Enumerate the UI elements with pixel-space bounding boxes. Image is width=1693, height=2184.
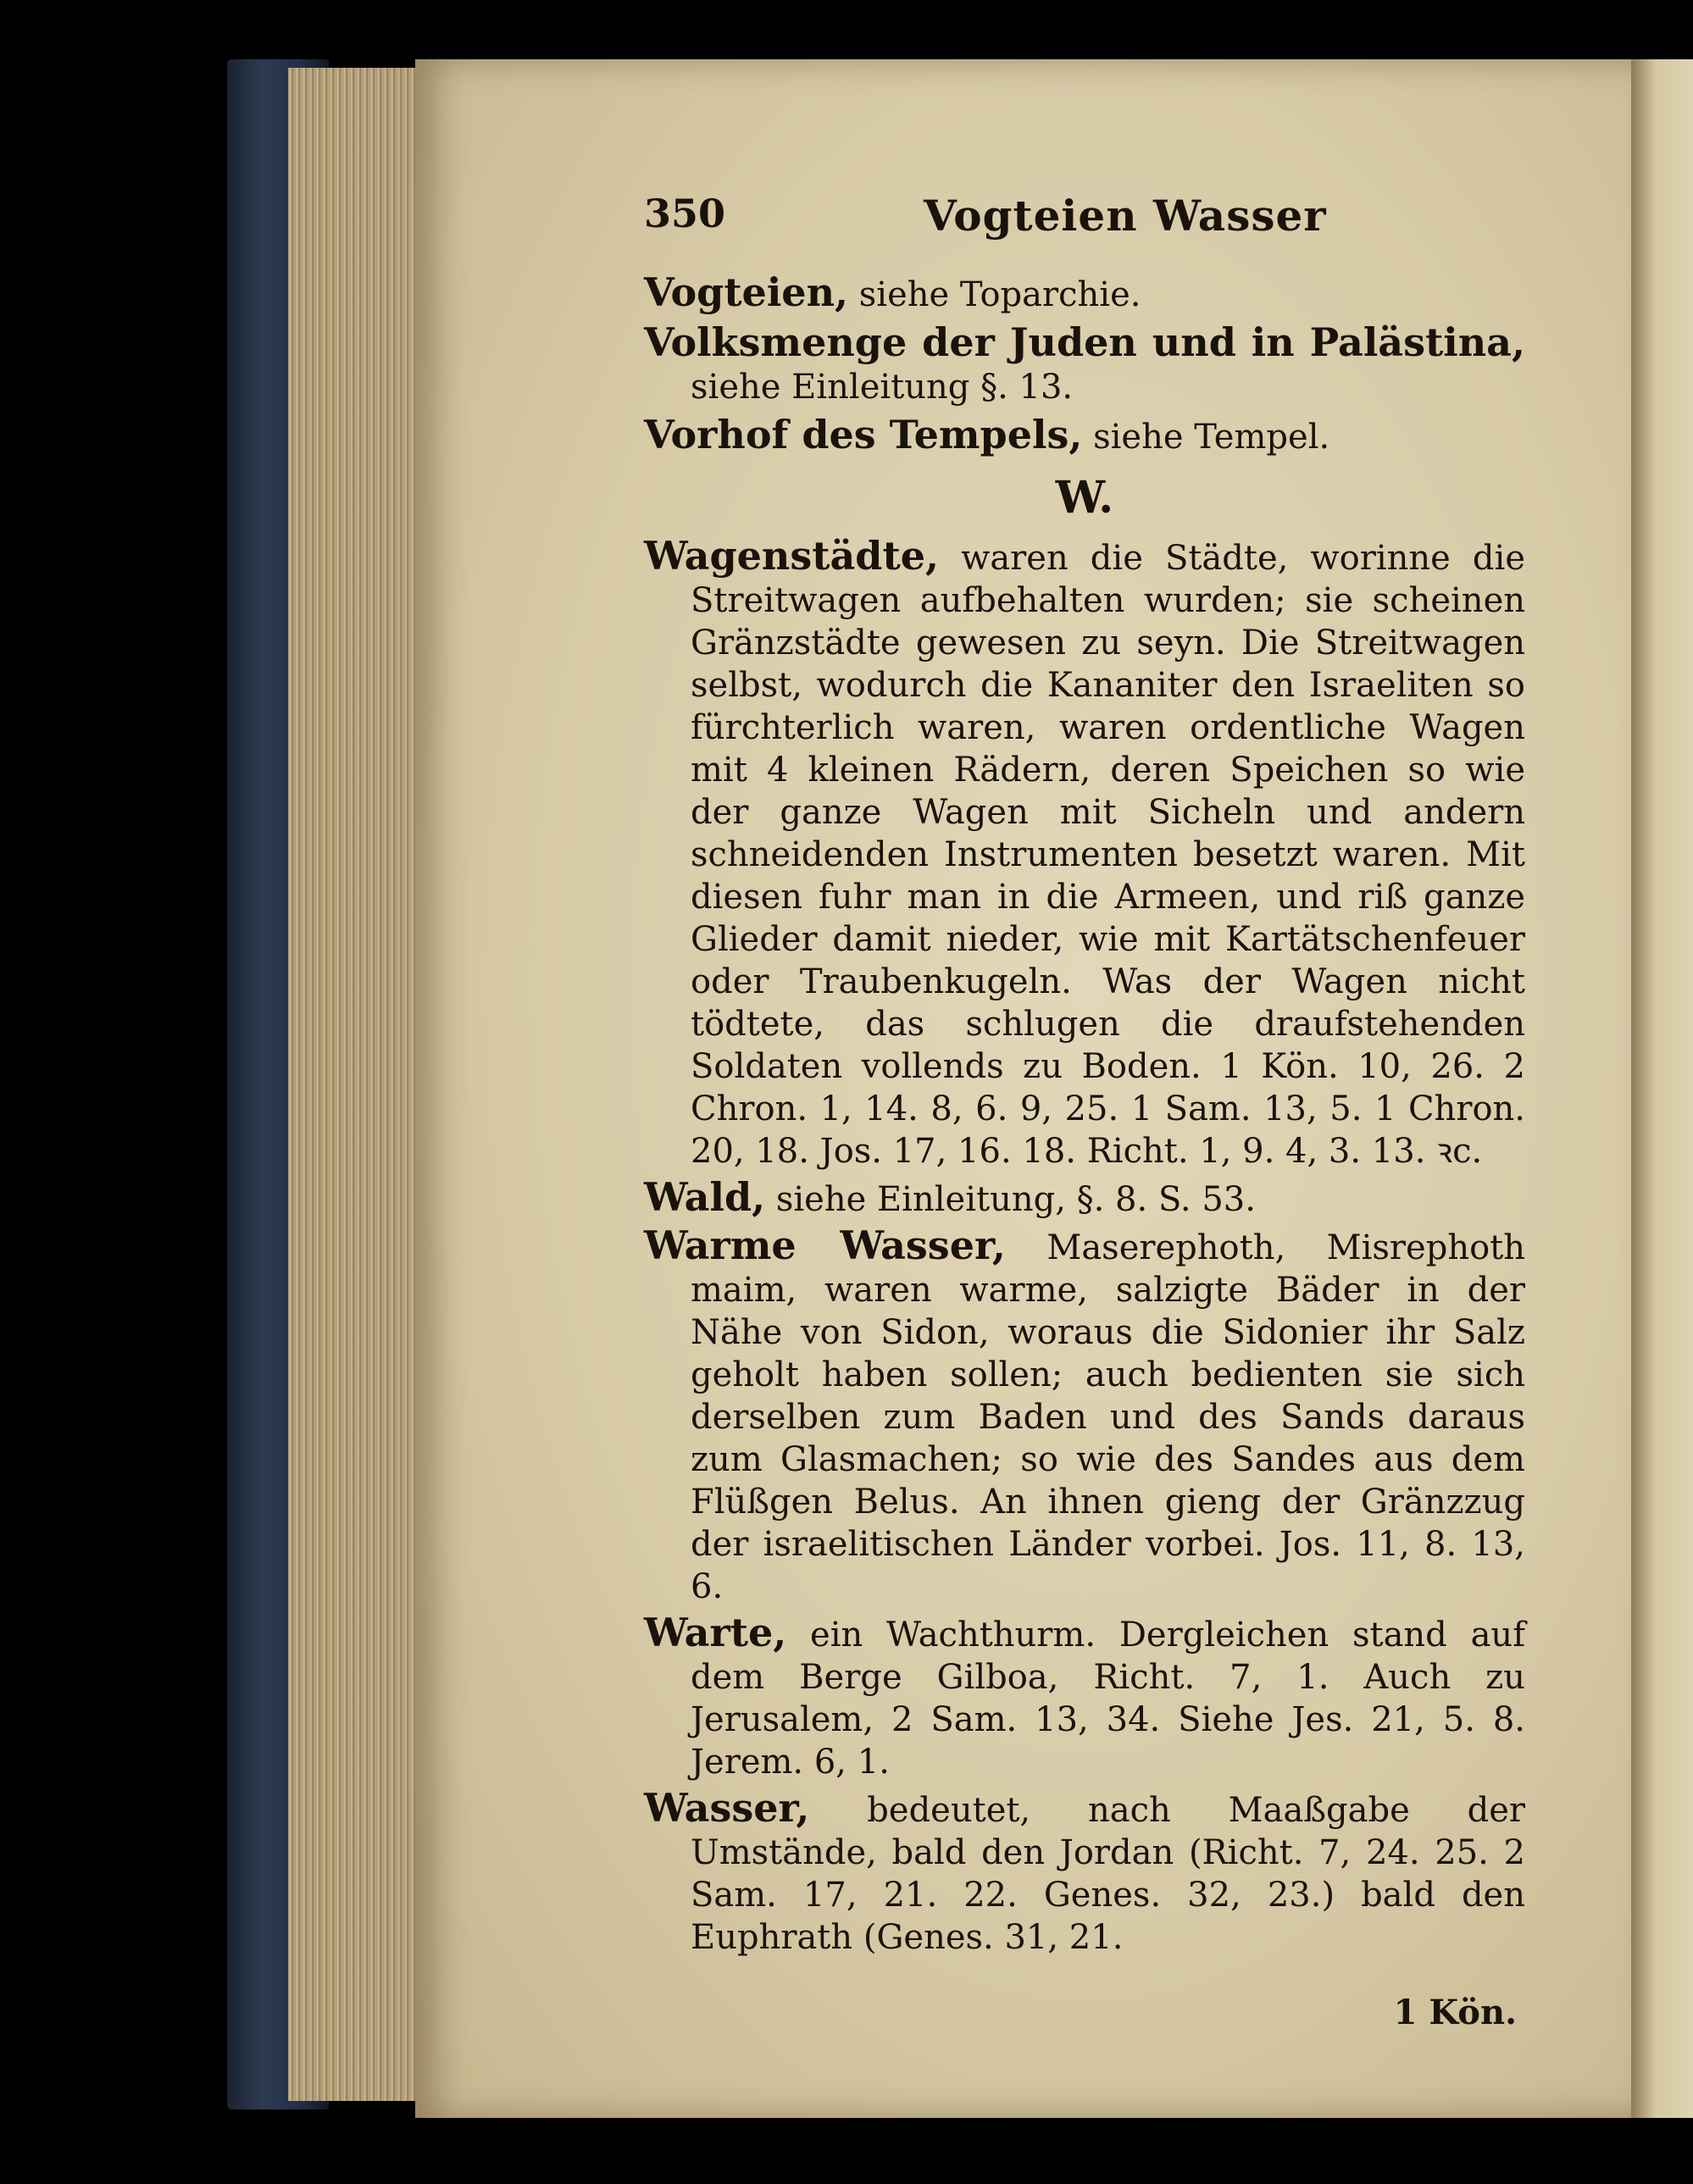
entry-text: Maserephoth, Misrephoth maim, waren warme, salzigte Bäder in der Nähe von Sidon, woraus die Sidonier ihr Salz geholt haben sollen; auch bedienten sie sich derselben zum Baden und des Sands daraus zum Glasmachen; so wie des Sandes aus dem Flüßgen Belus. An ihnen gieng der Gränzzug der israelitischen Länder vorbei. Jos. 11, 8. 13, 6. [691, 1228, 1526, 1606]
entry-lemma: Vorhof des Tempels, [644, 412, 1083, 457]
entry-lemma: Warte, [644, 1610, 787, 1655]
running-head-title: Vogteien Wasser [924, 191, 1327, 241]
entry-lemma: Wagenstädte, [644, 533, 939, 579]
entry-text: siehe Einleitung §. 13. [691, 368, 1074, 407]
entry-warme-wasser [644, 1224, 1525, 1608]
page-number: 350 [644, 191, 726, 236]
entry-text: ein Wachthurm. Dergleichen stand auf dem Berge Gilboa, Richt. 7, 1. Auch zu Jerusalem, 2 Sam. 13, 34. Siehe Jes. 21, 5. 8. Jerem. 6, 1. [691, 1616, 1525, 1782]
entry-lemma: Warme Wasser, [644, 1222, 1006, 1268]
page-stack-edge [288, 68, 424, 2101]
entry-text: waren die Städte, worinne die Streitwagen aufbehalten wurden; sie scheinen Gränzstädte gewesen zu seyn. Die Streitwagen selbst, wodurch die Kananiter den Israeliten so fürchterlich waren, waren ordentliche Wagen mit 4 kleinen Rädern, deren Speichen so wie der ganze Wagen mit Sicheln und andern schneidenden Instrumenten besetzt waren. Mit diesen fuhr man in die Armeen, und riß ganze Glieder damit nieder, wie mit Kartätschenfeuer oder Traubenkugeln. Was der Wagen nicht tödtete, das schlugen die draufstehenden Soldaten vollends zu Boden. 1 Kön. 10, 26. 2 Chron. 1, 14. 8, 6. 9, 25. 1 Sam. 13, 5. 1 Chron. 20, 18. Jos. 17, 16. 18. Richt. 1, 9. 4, 3. 13. ꝛc. [691, 539, 1525, 1171]
entry-lemma: Volksmenge der Juden und in Palästina, [644, 319, 1525, 365]
entry-vogteien [644, 271, 1525, 316]
entry-text: siehe Toparchie. [858, 275, 1141, 314]
entry-text: siehe Einleitung, §. 8. S. 53. [775, 1180, 1256, 1219]
entry-wasser [644, 1787, 1525, 1959]
entry-vorhof [644, 413, 1525, 458]
entry-wagenstaedte [644, 535, 1525, 1172]
entry-volksmenge [644, 321, 1525, 408]
entry-lemma: Wald, [644, 1174, 766, 1220]
catchword: 1 Kön. [1393, 1993, 1517, 2032]
section-letter: W. [1055, 472, 1114, 524]
dictionary-text [644, 271, 1525, 1962]
entry-text: bedeutet, nach Maaßgabe der Umstände, bald den Jordan (Richt. 7, 24. 25. 2 Sam. 17, 21. 22. Genes. 32, 23.) bald den Euphrath (Genes. 31, 21. [691, 1791, 1525, 1957]
entry-wald [644, 1176, 1525, 1221]
entry-lemma: Wasser, [644, 1785, 810, 1831]
entry-warte [644, 1611, 1525, 1783]
entry-text: siehe Tempel. [1093, 418, 1330, 457]
facing-page-edge [1631, 59, 1693, 2118]
entry-lemma: Vogteien, [644, 269, 849, 315]
running-head [644, 191, 1517, 267]
